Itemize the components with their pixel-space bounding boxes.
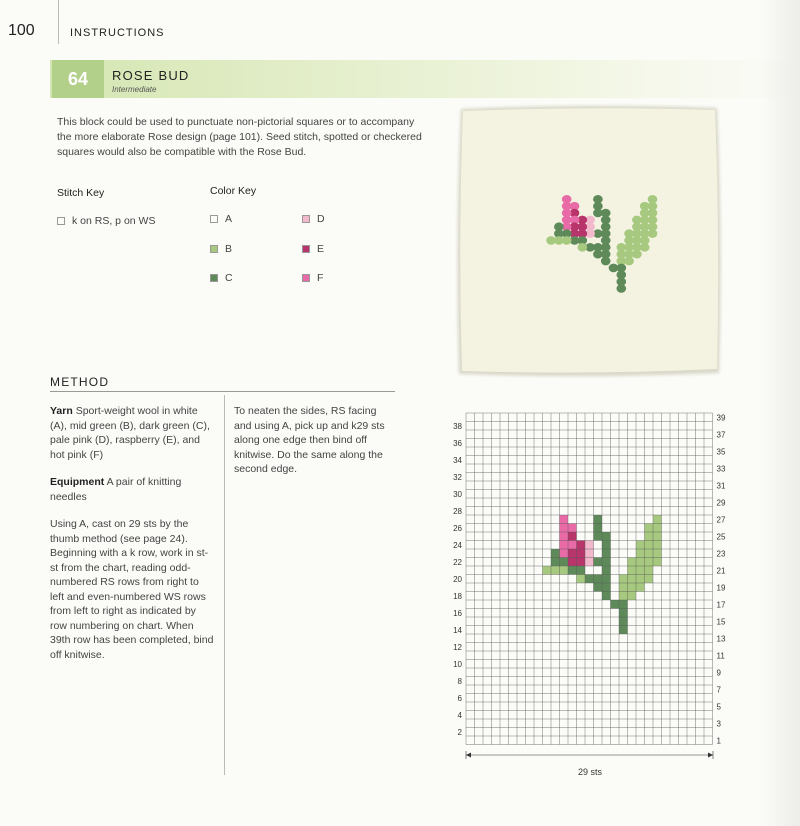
chart-cell xyxy=(602,592,611,601)
chart-cell xyxy=(636,541,645,550)
chart-row-label: 3 xyxy=(716,719,721,729)
chart-row-label: 9 xyxy=(716,668,721,678)
chart-row-label: 37 xyxy=(716,430,726,440)
chart-cell xyxy=(560,549,569,558)
knitted-swatch-photo xyxy=(455,103,723,379)
chart-row-label: 26 xyxy=(453,523,462,533)
chart-cell xyxy=(602,541,611,550)
column-divider xyxy=(224,395,225,775)
chart-row-label: 12 xyxy=(453,642,462,652)
chart-row-label: 13 xyxy=(716,634,726,644)
chart-cell xyxy=(560,558,569,567)
chart-cell xyxy=(577,549,586,558)
chart-cell xyxy=(594,583,603,592)
chart-row-label: 21 xyxy=(716,566,726,576)
knitted-stitch xyxy=(577,243,587,252)
yarn-text: Sport-weight wool in white (A), mid green (B), dark green (C), pale pink (D), raspberry (E), and hot pink (F) xyxy=(50,405,210,461)
chart-cell xyxy=(645,566,654,575)
chart-row-label: 36 xyxy=(453,438,462,448)
chart-cell xyxy=(619,583,628,592)
chart-row-label: 14 xyxy=(453,625,462,635)
chart-width-label: 29 sts xyxy=(577,767,603,777)
chart-row-label: 2 xyxy=(457,727,462,737)
chart-cell xyxy=(628,583,637,592)
block-number: 64 xyxy=(52,60,104,98)
knitted-stitch xyxy=(601,257,611,266)
chart-cell xyxy=(594,515,603,524)
instructions-paragraph: Using A, cast on 29 sts by the thumb method (see page 24). Beginning with a k row, work in st-st from the chart, reading odd-numbered RS rows from right to left and even-numbered WS rows from left to right as indicated by row numbering on chart. When 39th row has been completed, bind off knitwise. xyxy=(50,518,214,661)
equipment-paragraph xyxy=(50,475,215,504)
chart-cell xyxy=(568,541,577,550)
chart-cell xyxy=(645,575,654,584)
color-key-letter: C xyxy=(225,272,233,284)
yarn-label: Yarn xyxy=(50,405,73,417)
chart-row-label: 1 xyxy=(716,736,721,746)
chart-cell xyxy=(636,583,645,592)
chart-row-label: 23 xyxy=(716,549,726,559)
chart-cell xyxy=(636,575,645,584)
chart-cell xyxy=(594,532,603,541)
color-key-letter: B xyxy=(225,243,233,255)
chart-cell xyxy=(619,600,628,609)
equipment-label: Equipment xyxy=(50,476,105,488)
chart-row-label: 30 xyxy=(453,489,462,499)
chart-cell xyxy=(611,600,620,609)
chart-row-label: 17 xyxy=(716,600,726,610)
chart-row-label: 19 xyxy=(716,583,726,593)
skill-level: Intermediate xyxy=(112,85,157,94)
chart-cell xyxy=(577,558,586,567)
chart-row-label: 33 xyxy=(716,464,726,474)
chart-cell xyxy=(619,617,628,626)
chart-row-label: 8 xyxy=(457,676,462,686)
chart-cell xyxy=(628,592,637,601)
color-key-item xyxy=(210,243,232,255)
color-key-heading: Color Key xyxy=(210,185,257,197)
equipment-text: A pair of knitting needles xyxy=(50,476,182,503)
chart-cell xyxy=(594,575,603,584)
chart-row-label: 29 xyxy=(716,498,726,508)
chart-cell xyxy=(602,532,611,541)
color-key-item xyxy=(210,272,233,284)
chart-cell xyxy=(619,592,628,601)
block-title: ROSE BUD xyxy=(112,68,190,83)
chart-cell xyxy=(602,575,611,584)
chart-cell xyxy=(636,558,645,567)
chart-cell xyxy=(645,549,654,558)
method-divider xyxy=(50,391,395,392)
chart-cell xyxy=(585,558,594,567)
chart-cell xyxy=(560,532,569,541)
finishing-paragraph: To neaten the sides, RS facing and using A, pick up and k29 sts along one edge then bind off knitwise. Do the same along the second edge. xyxy=(234,405,385,475)
chart-cell xyxy=(551,566,560,575)
chart-row-label: 32 xyxy=(453,472,462,482)
color-key-letter: E xyxy=(317,243,325,255)
chart-row-label: 34 xyxy=(453,455,462,465)
chart-cell xyxy=(645,558,654,567)
chart-cell xyxy=(619,575,628,584)
chart-cell xyxy=(619,626,628,635)
color-swatch-d xyxy=(302,215,310,223)
stitch-key-label: k on RS, p on WS xyxy=(72,215,156,227)
chart-cell xyxy=(568,566,577,575)
chart-row-label: 27 xyxy=(716,515,726,525)
chart-cell xyxy=(653,541,662,550)
chart-row-label: 15 xyxy=(716,617,726,627)
page-number: 100 xyxy=(8,22,35,39)
chart-cell xyxy=(602,583,611,592)
color-swatch-e xyxy=(302,245,310,253)
chart-cell xyxy=(594,558,603,567)
chart-row-label: 16 xyxy=(453,608,462,618)
chart-cell xyxy=(594,524,603,533)
stitch-key-item xyxy=(57,215,155,227)
chart-row-label: 39 xyxy=(716,413,726,423)
stitch-swatch xyxy=(57,217,65,225)
color-key-letter: F xyxy=(317,272,324,284)
chart-row-label: 6 xyxy=(457,693,462,703)
chart-cell xyxy=(568,549,577,558)
chart-cell xyxy=(560,566,569,575)
chart-cell xyxy=(653,524,662,533)
chart-row-label: 28 xyxy=(453,506,462,516)
chart-cell xyxy=(645,524,654,533)
method-left-column xyxy=(50,404,215,675)
chart-cell xyxy=(551,549,560,558)
section-label: INSTRUCTIONS xyxy=(70,27,165,39)
chart-row-label: 35 xyxy=(716,447,726,457)
chart-row-label: 4 xyxy=(457,710,462,720)
chart-cell xyxy=(568,532,577,541)
chart-cell xyxy=(585,541,594,550)
header-divider xyxy=(58,0,59,44)
chart-cell xyxy=(602,566,611,575)
knitted-stitch xyxy=(593,250,603,259)
rose-bud-chart xyxy=(446,405,736,785)
chart-cell xyxy=(577,566,586,575)
chart-cell xyxy=(551,558,560,567)
chart-row-label: 31 xyxy=(716,481,726,491)
chart-row-label: 24 xyxy=(453,540,462,550)
chart-cell xyxy=(585,549,594,558)
knitted-stitch xyxy=(546,236,556,245)
page-gutter-shadow xyxy=(760,0,800,826)
chart-row-label: 10 xyxy=(453,659,462,669)
color-key-item xyxy=(302,272,323,284)
chart-row-label: 18 xyxy=(453,591,462,601)
chart-cell xyxy=(628,575,637,584)
chart-cell xyxy=(602,558,611,567)
color-swatch-b xyxy=(210,245,218,253)
color-key-letter: A xyxy=(225,213,233,225)
knitted-stitch xyxy=(609,264,619,273)
chart-cell xyxy=(653,515,662,524)
chart-cell xyxy=(585,575,594,584)
chart-cell xyxy=(653,558,662,567)
chart-row-label: 25 xyxy=(716,532,726,542)
chart-cell xyxy=(543,566,552,575)
knitted-stitch xyxy=(593,209,603,218)
knitted-stitch xyxy=(616,284,626,293)
chart-cell xyxy=(636,566,645,575)
intro-paragraph: This block could be used to punctuate non-pictorial squares or to accompany the more elaborate Rose design (page 101). Seed stitch, spotted or checkered squares would also be compatible with the Rose Bud. xyxy=(57,116,422,158)
chart-cell xyxy=(645,532,654,541)
stitch-key-heading: Stitch Key xyxy=(57,187,105,199)
color-swatch-f xyxy=(302,274,310,282)
color-swatch-c xyxy=(210,274,218,282)
chart-cell xyxy=(560,541,569,550)
chart-cell xyxy=(653,549,662,558)
chart-cell xyxy=(560,515,569,524)
chart-row-label: 7 xyxy=(716,685,721,695)
chart-cell xyxy=(568,558,577,567)
chart-cell xyxy=(628,566,637,575)
chart-row-label: 20 xyxy=(453,574,462,584)
color-swatch-a xyxy=(210,215,218,223)
chart-cell xyxy=(602,549,611,558)
color-key-letter: D xyxy=(317,213,325,225)
chart-cell xyxy=(645,541,654,550)
chart-cell xyxy=(653,532,662,541)
chart-cell xyxy=(568,524,577,533)
chart-cell xyxy=(577,575,586,584)
chart-row-label: 22 xyxy=(453,557,462,567)
color-key-item xyxy=(210,213,232,225)
chart-cell xyxy=(577,541,586,550)
chart-cell xyxy=(619,609,628,618)
chart-cell xyxy=(636,549,645,558)
chart-row-label: 5 xyxy=(716,702,721,712)
chart-cell xyxy=(628,558,637,567)
method-heading: METHOD xyxy=(50,375,110,389)
color-key-item xyxy=(302,213,325,225)
color-key-item xyxy=(302,243,324,255)
yarn-paragraph xyxy=(50,404,215,462)
chart-row-label: 11 xyxy=(716,651,725,661)
chart-cell xyxy=(560,524,569,533)
chart-row-label: 38 xyxy=(453,421,462,431)
